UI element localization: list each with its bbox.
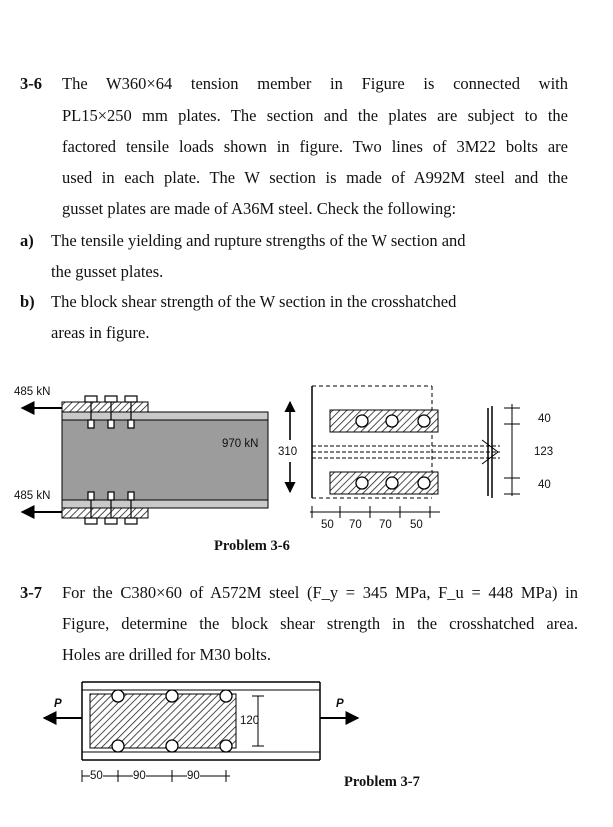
problem-text-line: For the C380×60 of A572M steel (F_y = 345 MPa, F_u = 448 MPa) in [62, 583, 578, 602]
problem-text-line: factored tensile loads shown in figure. Two lines of 3M22 bolts are [62, 137, 568, 156]
load-label-bottom: 485 kN [14, 490, 51, 502]
problem-text-line: Holes are drilled for M30 bolts. [62, 645, 271, 664]
dim-label-50: 50 [410, 519, 423, 531]
dim-label-70: 70 [349, 519, 362, 531]
figure-caption-3-6: Problem 3-6 [214, 538, 290, 554]
hatched-block-area [90, 694, 236, 748]
problem-text-line: Figure, determine the block shear strength in the crosshatched area. [62, 614, 578, 633]
depth-label: 310 [278, 446, 298, 458]
dim-label-90: 90 [133, 770, 146, 782]
load-label-p-left: P [54, 698, 62, 710]
item-a-text: the gusset plates. [51, 262, 164, 281]
problem-number: 3-6 [20, 74, 42, 93]
problem-text-line: used in each plate. The W section is made of A992M steel and the [62, 168, 568, 187]
item-label-a: a) [20, 231, 34, 250]
dim-label-50: 50 [321, 519, 334, 531]
load-label-top: 485 kN [14, 386, 51, 398]
dim-label-120: 120 [240, 715, 260, 727]
dim-label-123: 123 [534, 446, 554, 458]
load-label-middle: 970 kN [222, 438, 259, 450]
dim-label-40: 40 [538, 413, 551, 425]
problem-number: 3-7 [20, 583, 42, 602]
item-b-text: The block shear strength of the W section in the crosshatched [51, 292, 457, 311]
problem-text-line: PL15×250 mm plates. The section and the plates are subject to the [62, 106, 568, 125]
problem-text-line: gusset plates are made of A36M steel. Check the following: [62, 199, 457, 218]
dim-label-50: 50 [90, 770, 103, 782]
dim-label-90: 90 [187, 770, 200, 782]
gusset-plate-bottom [62, 508, 148, 518]
w-section-flange-top [62, 412, 268, 420]
section-detail [310, 386, 520, 518]
figure-problem-3-7 [44, 682, 358, 782]
item-label-b: b) [20, 292, 35, 311]
dim-label-40: 40 [538, 479, 551, 491]
w-section-flange-bottom [62, 500, 268, 508]
load-label-p-right: P [336, 698, 344, 710]
dim-label-70: 70 [379, 519, 392, 531]
problem-text-line: The W360×64 tension member in Figure is connected with [62, 74, 568, 93]
item-a-text: The tensile yielding and rupture strengths of the W section and [51, 231, 466, 250]
figure-caption-3-7: Problem 3-7 [344, 774, 420, 790]
gusset-plate-top [62, 402, 148, 412]
item-b-text: areas in figure. [51, 323, 150, 342]
